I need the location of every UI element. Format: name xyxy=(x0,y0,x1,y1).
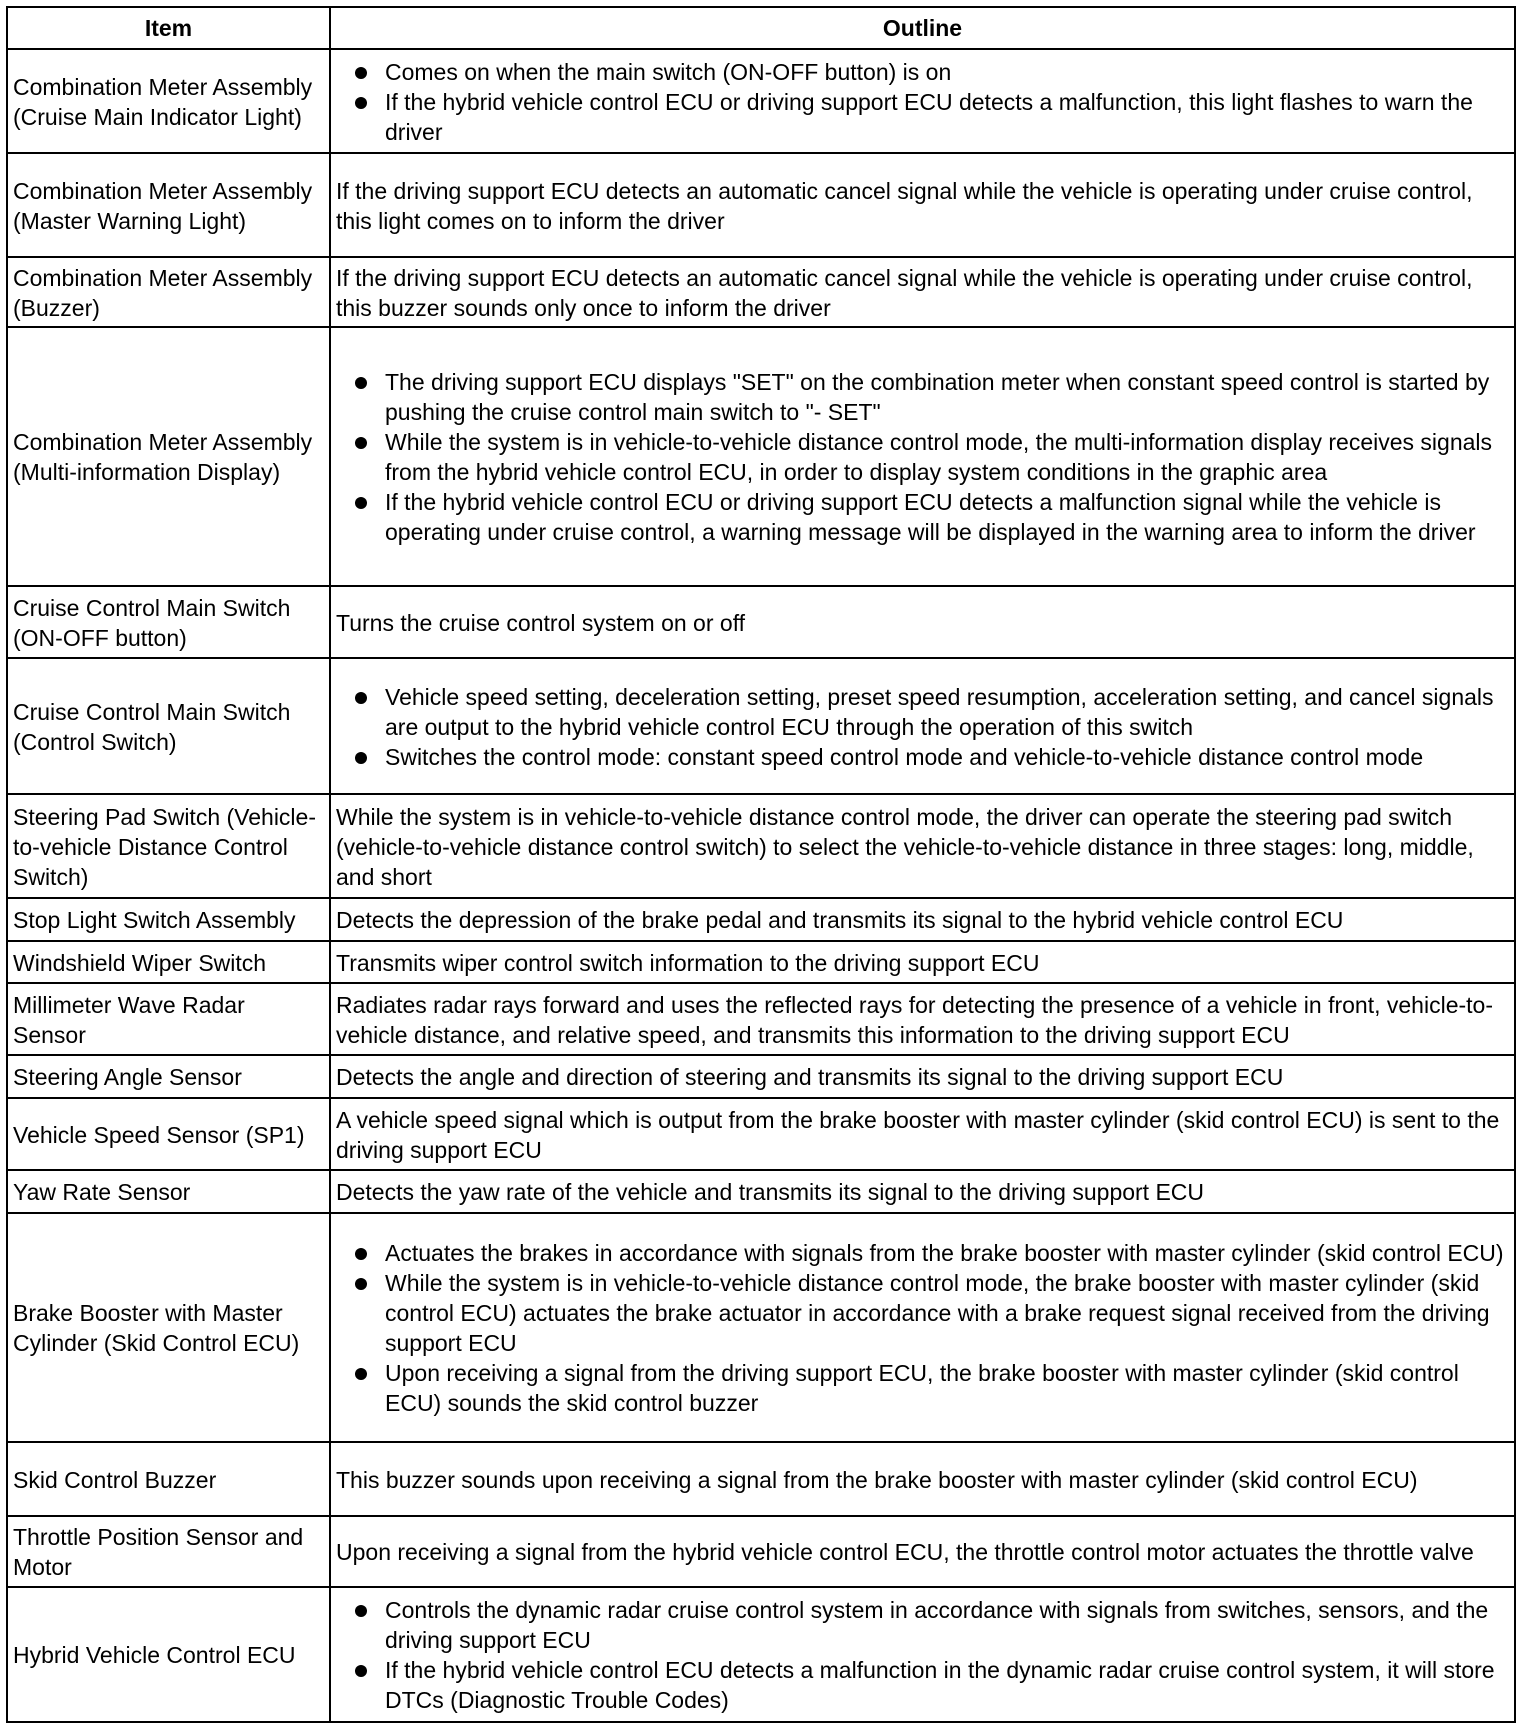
component-outline-table xyxy=(6,6,1516,1723)
bullet-list xyxy=(336,682,1508,772)
bullet-list xyxy=(336,1595,1508,1715)
item-cell: Combination Meter Assembly (Multi-information Display) xyxy=(7,327,330,586)
item-cell: Steering Angle Sensor xyxy=(7,1055,330,1098)
list-item: Vehicle speed setting, deceleration setting, preset speed resumption, acceleration setting, and cancel signals are output to the hybrid vehicle control ECU through the operation of this switch xyxy=(336,682,1508,742)
table-row xyxy=(7,1213,1515,1442)
bullet-list xyxy=(336,367,1508,547)
item-cell: Cruise Control Main Switch (ON-OFF button) xyxy=(7,586,330,658)
outline-cell: If the driving support ECU detects an automatic cancel signal while the vehicle is operating under cruise control, this buzzer sounds only once to inform the driver xyxy=(330,257,1515,327)
outline-cell: Detects the depression of the brake pedal and transmits its signal to the hybrid vehicle control ECU xyxy=(330,898,1515,941)
table-row xyxy=(7,983,1515,1055)
table-row xyxy=(7,941,1515,983)
table-header-row xyxy=(7,7,1515,49)
list-item: If the hybrid vehicle control ECU or driving support ECU detects a malfunction signal while the vehicle is operating under cruise control, a warning message will be displayed in the warning area to inform the driver xyxy=(336,487,1508,547)
outline-cell xyxy=(330,1587,1515,1722)
table-row xyxy=(7,1098,1515,1170)
item-cell: Combination Meter Assembly (Cruise Main Indicator Light) xyxy=(7,49,330,153)
item-cell: Cruise Control Main Switch (Control Switch) xyxy=(7,658,330,794)
outline-cell: Upon receiving a signal from the hybrid vehicle control ECU, the throttle control motor actuates the throttle valve xyxy=(330,1516,1515,1587)
table-row xyxy=(7,794,1515,898)
header-item: Item xyxy=(7,7,330,49)
header-outline: Outline xyxy=(330,7,1515,49)
outline-cell: While the system is in vehicle-to-vehicle distance control mode, the driver can operate the steering pad switch (vehicle-to-vehicle distance control switch) to select the vehicle-to-vehicle distance in three stages: long, middle, and short xyxy=(330,794,1515,898)
item-cell: Brake Booster with Master Cylinder (Skid Control ECU) xyxy=(7,1213,330,1442)
list-item: Actuates the brakes in accordance with signals from the brake booster with master cylinder (skid control ECU) xyxy=(336,1238,1508,1268)
item-cell: Stop Light Switch Assembly xyxy=(7,898,330,941)
table-row xyxy=(7,153,1515,257)
list-item: Upon receiving a signal from the driving support ECU, the brake booster with master cylinder (skid control ECU) sounds the skid control buzzer xyxy=(336,1358,1508,1418)
table-row xyxy=(7,49,1515,153)
outline-cell: If the driving support ECU detects an automatic cancel signal while the vehicle is operating under cruise control, this light comes on to inform the driver xyxy=(330,153,1515,257)
outline-cell: A vehicle speed signal which is output from the brake booster with master cylinder (skid control ECU) is sent to the driving support ECU xyxy=(330,1098,1515,1170)
list-item: Controls the dynamic radar cruise control system in accordance with signals from switches, sensors, and the driving support ECU xyxy=(336,1595,1508,1655)
outline-cell: Detects the angle and direction of steering and transmits its signal to the driving support ECU xyxy=(330,1055,1515,1098)
item-cell: Steering Pad Switch (Vehicle-to-vehicle Distance Control Switch) xyxy=(7,794,330,898)
list-item: While the system is in vehicle-to-vehicle distance control mode, the brake booster with master cylinder (skid control ECU) actuates the brake actuator in accordance with a brake request signal received from the driving support ECU xyxy=(336,1268,1508,1358)
bullet-list xyxy=(336,1238,1508,1418)
item-cell: Windshield Wiper Switch xyxy=(7,941,330,983)
item-cell: Millimeter Wave Radar Sensor xyxy=(7,983,330,1055)
table-row xyxy=(7,1442,1515,1516)
list-item: If the hybrid vehicle control ECU or driving support ECU detects a malfunction, this light flashes to warn the driver xyxy=(336,87,1508,147)
item-cell: Throttle Position Sensor and Motor xyxy=(7,1516,330,1587)
document-table-wrapper xyxy=(6,6,1514,1723)
outline-cell xyxy=(330,49,1515,153)
outline-cell: Turns the cruise control system on or off xyxy=(330,586,1515,658)
outline-cell: Detects the yaw rate of the vehicle and transmits its signal to the driving support ECU xyxy=(330,1170,1515,1213)
list-item: The driving support ECU displays "SET" on the combination meter when constant speed control is started by pushing the cruise control main switch to "- SET" xyxy=(336,367,1508,427)
table-row xyxy=(7,586,1515,658)
list-item: Comes on when the main switch (ON-OFF button) is on xyxy=(336,57,1508,87)
item-cell: Combination Meter Assembly (Master Warning Light) xyxy=(7,153,330,257)
bullet-list xyxy=(336,57,1508,147)
item-cell: Vehicle Speed Sensor (SP1) xyxy=(7,1098,330,1170)
outline-cell xyxy=(330,1213,1515,1442)
item-cell: Yaw Rate Sensor xyxy=(7,1170,330,1213)
table-row xyxy=(7,1587,1515,1722)
item-cell: Combination Meter Assembly (Buzzer) xyxy=(7,257,330,327)
table-row xyxy=(7,658,1515,794)
outline-cell: This buzzer sounds upon receiving a signal from the brake booster with master cylinder (skid control ECU) xyxy=(330,1442,1515,1516)
table-row xyxy=(7,257,1515,327)
outline-cell xyxy=(330,327,1515,586)
list-item: Switches the control mode: constant speed control mode and vehicle-to-vehicle distance control mode xyxy=(336,742,1508,772)
table-row xyxy=(7,1170,1515,1213)
outline-cell xyxy=(330,658,1515,794)
table-row xyxy=(7,1055,1515,1098)
item-cell: Hybrid Vehicle Control ECU xyxy=(7,1587,330,1722)
table-row xyxy=(7,327,1515,586)
table-row xyxy=(7,898,1515,941)
list-item: If the hybrid vehicle control ECU detects a malfunction in the dynamic radar cruise control system, it will store DTCs (Diagnostic Trouble Codes) xyxy=(336,1655,1508,1715)
outline-cell: Radiates radar rays forward and uses the reflected rays for detecting the presence of a vehicle in front, vehicle-to-vehicle distance, and relative speed, and transmits this information to the driving support ECU xyxy=(330,983,1515,1055)
table-row xyxy=(7,1516,1515,1587)
item-cell: Skid Control Buzzer xyxy=(7,1442,330,1516)
list-item: While the system is in vehicle-to-vehicle distance control mode, the multi-information display receives signals from the hybrid vehicle control ECU, in order to display system conditions in the graphic area xyxy=(336,427,1508,487)
outline-cell: Transmits wiper control switch information to the driving support ECU xyxy=(330,941,1515,983)
